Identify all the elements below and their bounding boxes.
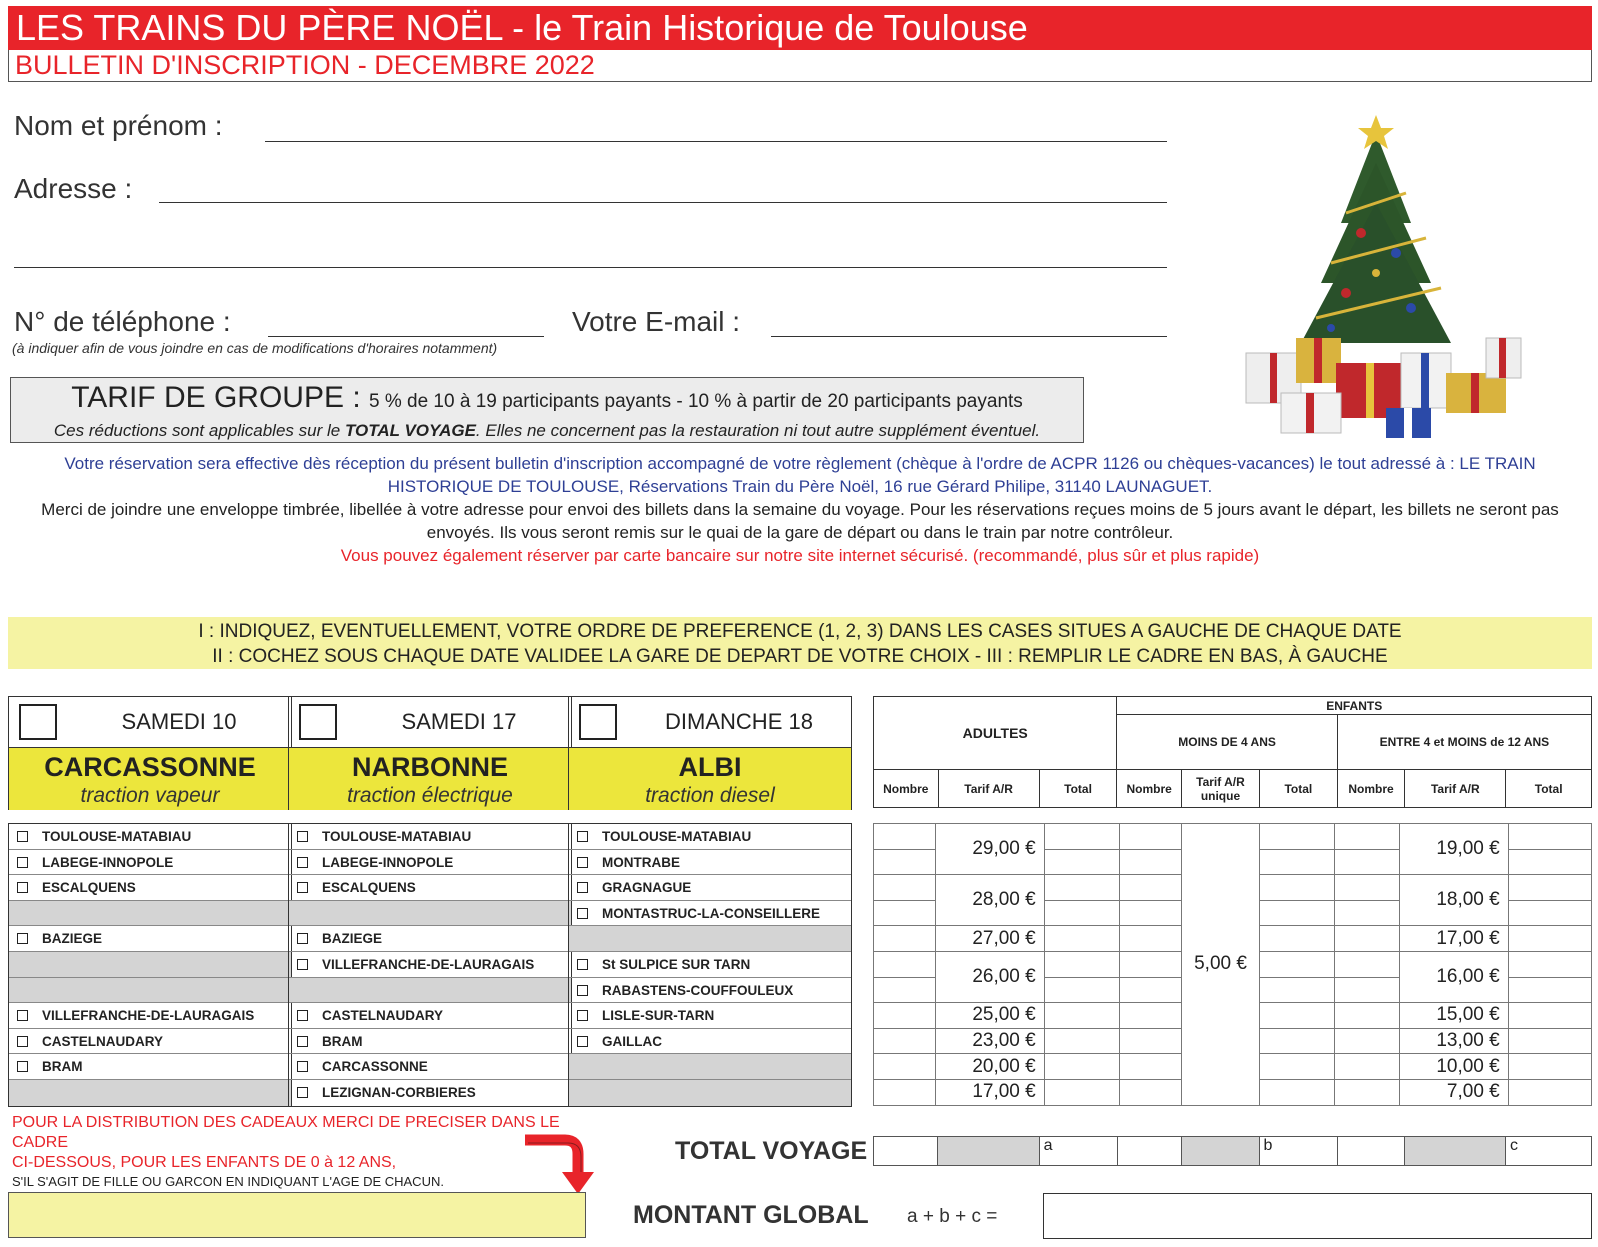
day-header-1: [8, 696, 292, 810]
child-total-cell[interactable]: [1508, 926, 1591, 952]
montant-global-field[interactable]: [1043, 1193, 1592, 1239]
station-empty: [9, 978, 291, 1004]
day-header-2: [288, 696, 572, 810]
station-name: BAZIEGE: [42, 931, 103, 947]
station-option[interactable]: [569, 901, 851, 927]
traction-type: traction vapeur: [80, 784, 220, 807]
station-name: VILLEFRANCHE-DE-LAURAGAIS: [322, 956, 535, 972]
address-field-line2[interactable]: [14, 267, 1167, 268]
adult-total-cell[interactable]: [1044, 1054, 1120, 1080]
checkbox-icon[interactable]: [17, 831, 28, 842]
under4-total-cell[interactable]: [1259, 900, 1335, 926]
adult-total-cell[interactable]: [1044, 926, 1120, 952]
traction-type: traction diesel: [645, 784, 775, 807]
station-name: LABEGE-INNOPOLE: [42, 854, 174, 870]
station-empty: [289, 978, 571, 1004]
checkbox-icon[interactable]: [297, 831, 308, 842]
total-spacer: [1404, 1137, 1506, 1166]
total-spacer: [938, 1137, 1040, 1166]
under4-count-cell[interactable]: [1120, 951, 1182, 977]
station-name: BRAM: [42, 1059, 83, 1075]
child-total-cell[interactable]: [1508, 951, 1591, 977]
adult-count-cell[interactable]: [874, 849, 936, 875]
station-list-3: [568, 823, 852, 1107]
phone-note: (à indiquer afin de vous joindre en cas de modifications d'horaires notamment): [12, 340, 498, 356]
station-option[interactable]: [289, 1003, 571, 1029]
total-c-label: c: [1510, 1137, 1519, 1154]
adult-total-cell[interactable]: [1044, 1028, 1120, 1054]
adult-price: 25,00 €: [936, 1003, 1045, 1029]
instructions-line-2: II : COCHEZ SOUS CHAQUE DATE VALIDEE LA GARE DE DEPART DE VOTRE CHOIX - III : REMPLIR LE CADRE EN BAS, À GAUCHE: [212, 646, 1388, 667]
station-option[interactable]: [289, 1054, 571, 1080]
group-rate-note-bold: TOTAL VOYAGE: [344, 421, 476, 440]
total-nombre-child[interactable]: [1337, 1137, 1404, 1166]
under4-count-cell[interactable]: [1120, 1003, 1182, 1029]
under4-header: MOINS DE 4 ANS: [1117, 715, 1337, 770]
info-paragraph-1: Votre réservation sera effective dès réception du présent bulletin d'inscription accompagné de votre règlement (chèque à l'ordre de ACPR 1126 ou chèques-vacances) le tout adressé à : LE TRAIN HISTORIQUE DE TOULOUSE, Réservations Train du Père Noël, 16 rue Gérard Philipe, 31140 LAUNAGUET.: [64, 454, 1536, 496]
station-name: CASTELNAUDARY: [42, 1033, 163, 1049]
station-option[interactable]: [289, 952, 571, 978]
station-empty: [9, 952, 291, 978]
child-count-cell[interactable]: [1335, 1003, 1400, 1029]
total-a-label: a: [1043, 1137, 1053, 1154]
checkbox-icon[interactable]: [17, 857, 28, 868]
checkbox-icon[interactable]: [577, 831, 588, 842]
child-count-cell[interactable]: [1335, 1079, 1400, 1105]
title-bar: [8, 6, 1592, 50]
station-option[interactable]: [569, 875, 851, 901]
station-empty: [569, 926, 851, 952]
under4-total-cell[interactable]: [1259, 1028, 1335, 1054]
under4-count-cell[interactable]: [1120, 1028, 1182, 1054]
checkbox-icon[interactable]: [297, 882, 308, 893]
station-option[interactable]: [569, 978, 851, 1004]
child-price: 15,00 €: [1400, 1003, 1509, 1029]
adult-price: 29,00 €: [936, 824, 1045, 875]
gift-note-line-3: S'IL S'AGIT DE FILLE OU GARCON EN INDIQUANT L'AGE DE CHACUN.: [12, 1174, 444, 1189]
instructions-banner: [8, 617, 1592, 669]
name-field[interactable]: [265, 141, 1167, 142]
gift-note-line-2: CI-DESSOUS, POUR LES ENFANTS DE 0 à 12 ANS,: [12, 1154, 397, 1171]
adult-total-cell[interactable]: [1044, 849, 1120, 875]
child-count-cell[interactable]: [1335, 977, 1400, 1003]
preference-order-box[interactable]: [299, 704, 337, 740]
group-rate-note: Ces réductions sont applicables sur le: [53, 421, 345, 440]
preference-order-box[interactable]: [19, 704, 57, 740]
page-subtitle: BULLETIN D'INSCRIPTION - DECEMBRE 2022: [15, 50, 595, 80]
montant-global-label: MONTANT GLOBAL: [633, 1201, 869, 1229]
checkbox-icon[interactable]: [577, 985, 588, 996]
child-count-cell[interactable]: [1335, 900, 1400, 926]
adult-price: 17,00 €: [936, 1079, 1045, 1105]
phone-field[interactable]: [268, 336, 544, 337]
total-nombre-under4[interactable]: [1117, 1137, 1181, 1166]
montant-formula: a + b + c =: [907, 1206, 998, 1227]
group-rate-text: 5 % de 10 à 19 participants payants - 10 % à partir de 20 participants payants: [369, 391, 1023, 412]
name-label: Nom et prénom :: [14, 110, 223, 141]
checkbox-icon[interactable]: [577, 908, 588, 919]
under4-total-cell[interactable]: [1259, 1054, 1335, 1080]
price-table-header: [873, 696, 1592, 808]
total-a-field[interactable]: [1039, 1137, 1117, 1166]
adult-price: 20,00 €: [936, 1054, 1045, 1080]
adult-count-cell[interactable]: [874, 875, 936, 901]
station-name: ESCALQUENS: [42, 880, 136, 896]
station-option[interactable]: [289, 1029, 571, 1055]
child-count-cell[interactable]: [1335, 1054, 1400, 1080]
child-total-cell[interactable]: [1508, 824, 1591, 850]
child-total-cell[interactable]: [1508, 1003, 1591, 1029]
station-option[interactable]: [9, 1003, 291, 1029]
under4-price: 5,00 €: [1182, 824, 1259, 1106]
station-name: TOULOUSE-MATABIAU: [602, 829, 752, 844]
child-price: 7,00 €: [1400, 1079, 1509, 1105]
checkbox-icon[interactable]: [577, 1036, 588, 1047]
col-tarif-child: Tarif A/R: [1405, 770, 1506, 808]
station-option[interactable]: [289, 850, 571, 876]
phone-label: N° de téléphone :: [14, 306, 231, 337]
child-total-cell[interactable]: [1508, 1054, 1591, 1080]
station-option[interactable]: [9, 850, 291, 876]
under4-count-cell[interactable]: [1120, 824, 1182, 850]
group-rate-heading: TARIF DE GROUPE :: [71, 381, 361, 414]
child-total-cell[interactable]: [1508, 875, 1591, 901]
total-c-field[interactable]: [1506, 1137, 1592, 1166]
child-count-cell[interactable]: [1335, 824, 1400, 850]
station-empty: [569, 1054, 851, 1080]
station-option[interactable]: [569, 850, 851, 876]
total-voyage-row: [873, 1136, 1592, 1166]
adult-total-cell[interactable]: [1044, 1079, 1120, 1105]
checkbox-icon[interactable]: [297, 1036, 308, 1047]
under4-total-cell[interactable]: [1259, 977, 1335, 1003]
checkbox-icon[interactable]: [577, 1010, 588, 1021]
station-option[interactable]: [569, 1003, 851, 1029]
checkbox-icon[interactable]: [297, 959, 308, 970]
day-date: DIMANCHE 18: [665, 709, 813, 734]
adult-price: 27,00 €: [936, 926, 1045, 952]
child-price: 16,00 €: [1400, 951, 1509, 1002]
station-name: LISLE-SUR-TARN: [602, 1008, 715, 1024]
under4-total-cell[interactable]: [1259, 926, 1335, 952]
children-header: ENFANTS: [1117, 697, 1592, 715]
child-total-cell[interactable]: [1508, 849, 1591, 875]
station-name: VILLEFRANCHE-DE-LAURAGAIS: [42, 1008, 255, 1024]
col-nombre-under4: Nombre: [1117, 770, 1182, 808]
station-option[interactable]: [289, 926, 571, 952]
gift-note-line-1: POUR LA DISTRIBUTION DES CADEAUX MERCI DE PRECISER DANS LE CADRE: [12, 1114, 560, 1151]
child-total-cell[interactable]: [1508, 977, 1591, 1003]
instructions-line-1: I : INDIQUEZ, EVENTUELLEMENT, VOTRE ORDRE DE PREFERENCE (1, 2, 3) DANS LES CASES SITUES A GAUCHE DE CHAQUE DATE: [198, 621, 1402, 642]
destination-city: NARBONNE: [351, 752, 508, 782]
station-name: RABASTENS-COUFFOULEUX: [602, 982, 794, 998]
col-total-under4: Total: [1260, 770, 1338, 808]
total-voyage-label: TOTAL VOYAGE: [675, 1137, 868, 1165]
col-total-adult: Total: [1039, 770, 1117, 808]
station-empty: [9, 1080, 291, 1106]
traction-type: traction électrique: [347, 784, 513, 807]
checkbox-icon[interactable]: [297, 1010, 308, 1021]
station-name: MONTASTRUC-LA-CONSEILLERE: [602, 905, 820, 921]
child-count-cell[interactable]: [1335, 951, 1400, 977]
adult-total-cell[interactable]: [1044, 951, 1120, 977]
station-name: CARCASSONNE: [322, 1059, 428, 1075]
under4-count-cell[interactable]: [1120, 1054, 1182, 1080]
email-label: Votre E-mail :: [572, 306, 741, 337]
col-nombre-child: Nombre: [1337, 770, 1404, 808]
adult-count-cell[interactable]: [874, 1003, 936, 1029]
station-option[interactable]: [289, 1080, 571, 1106]
total-b-field[interactable]: [1259, 1137, 1337, 1166]
adult-price: 28,00 €: [936, 875, 1045, 926]
under4-count-cell[interactable]: [1120, 875, 1182, 901]
station-name: St SULPICE SUR TARN: [602, 956, 751, 972]
adult-count-cell[interactable]: [874, 926, 936, 952]
checkbox-icon[interactable]: [297, 933, 308, 944]
station-name: GRAGNAGUE: [602, 880, 692, 896]
adult-count-cell[interactable]: [874, 951, 936, 977]
checkbox-icon[interactable]: [577, 882, 588, 893]
adult-count-cell[interactable]: [874, 1054, 936, 1080]
email-field[interactable]: [771, 336, 1167, 337]
under4-count-cell[interactable]: [1120, 1079, 1182, 1105]
child-count-cell[interactable]: [1335, 926, 1400, 952]
preference-order-box[interactable]: [579, 704, 617, 740]
station-name: ESCALQUENS: [322, 880, 416, 896]
station-option[interactable]: [9, 1054, 291, 1080]
day-date-row: [289, 697, 571, 748]
checkbox-icon[interactable]: [17, 933, 28, 944]
child-price: 17,00 €: [1400, 926, 1509, 952]
info-paragraph-2: Merci de joindre une enveloppe timbrée, libellée à votre adresse pour envoi des billets dans la semaine du voyage. Pour les réservations reçues moins de 5 jours avant le départ, les billets ne seront pas envoyés. Ils vous seront remis sur le quai de la gare de départ ou dans le train par notre contrôleur.: [41, 500, 1559, 542]
station-empty: [569, 1080, 851, 1106]
child-total-cell[interactable]: [1508, 900, 1591, 926]
adult-count-cell[interactable]: [874, 824, 936, 850]
total-nombre-adult[interactable]: [874, 1137, 938, 1166]
destination-city: CARCASSONNE: [44, 752, 256, 782]
child-count-cell[interactable]: [1335, 1028, 1400, 1054]
station-name: LEZIGNAN-CORBIERES: [322, 1084, 476, 1100]
adult-count-cell[interactable]: [874, 1079, 936, 1105]
col-tarif-under4: Tarif A/R unique: [1181, 770, 1259, 808]
child-price: 13,00 €: [1400, 1028, 1509, 1054]
child-price: 10,00 €: [1400, 1054, 1509, 1080]
arrow-down-icon: [520, 1130, 600, 1198]
total-spacer: [1181, 1137, 1259, 1166]
adult-count-cell[interactable]: [874, 900, 936, 926]
station-name: CASTELNAUDARY: [322, 1008, 443, 1024]
day-date: SAMEDI 17: [401, 709, 517, 734]
station-empty: [289, 901, 571, 927]
day-date: SAMEDI 10: [121, 709, 237, 734]
station-name: TOULOUSE-MATABIAU: [322, 829, 472, 844]
station-option[interactable]: [289, 875, 571, 901]
station-name: GAILLAC: [602, 1033, 662, 1049]
under4-total-cell[interactable]: [1259, 1079, 1335, 1105]
station-empty: [9, 901, 291, 927]
under4-total-cell[interactable]: [1259, 849, 1335, 875]
checkbox-icon[interactable]: [297, 1061, 308, 1072]
total-b-label: b: [1263, 1137, 1273, 1154]
address-label: Adresse :: [14, 173, 133, 204]
children-gift-field[interactable]: [8, 1192, 586, 1238]
day-header-3: [568, 696, 852, 810]
under4-count-cell[interactable]: [1120, 900, 1182, 926]
station-option[interactable]: [569, 952, 851, 978]
station-option[interactable]: [289, 824, 571, 850]
station-name: LABEGE-INNOPOLE: [322, 854, 454, 870]
under4-total-cell[interactable]: [1259, 951, 1335, 977]
adults-header: ADULTES: [874, 697, 1117, 770]
station-option[interactable]: [9, 1029, 291, 1055]
child-total-cell[interactable]: [1508, 1079, 1591, 1105]
checkbox-icon[interactable]: [297, 1087, 308, 1098]
checkbox-icon[interactable]: [17, 882, 28, 893]
adult-count-cell[interactable]: [874, 977, 936, 1003]
station-name: BAZIEGE: [322, 931, 383, 947]
group-rate-box: [10, 377, 1084, 443]
adult-total-cell[interactable]: [1044, 900, 1120, 926]
child-price: 18,00 €: [1400, 875, 1509, 926]
station-list-1: [8, 823, 292, 1107]
price-table: [873, 823, 1592, 1106]
adult-total-cell[interactable]: [1044, 824, 1120, 850]
adult-count-cell[interactable]: [874, 1028, 936, 1054]
under4-count-cell[interactable]: [1120, 977, 1182, 1003]
col-nombre-adult: Nombre: [874, 770, 939, 808]
destination: [569, 748, 851, 810]
price-row: [874, 824, 1592, 850]
day-date-row: [9, 697, 291, 748]
reservation-info: [12, 452, 1588, 567]
adult-total-cell[interactable]: [1044, 875, 1120, 901]
station-option[interactable]: [569, 824, 851, 850]
destination: [289, 748, 571, 810]
checkbox-icon[interactable]: [577, 857, 588, 868]
age4to12-header: ENTRE 4 et MOINS de 12 ANS: [1337, 715, 1591, 770]
station-name: MONTRABE: [602, 854, 680, 870]
under4-total-cell[interactable]: [1259, 875, 1335, 901]
child-count-cell[interactable]: [1335, 849, 1400, 875]
station-option[interactable]: [9, 875, 291, 901]
adult-total-cell[interactable]: [1044, 1003, 1120, 1029]
adult-price: 23,00 €: [936, 1028, 1045, 1054]
group-rate-note-end: . Elles ne concernent pas la restauration ni tout autre supplément éventuel.: [475, 421, 1041, 440]
station-name: TOULOUSE-MATABIAU: [42, 829, 192, 844]
station-name: BRAM: [322, 1033, 363, 1049]
checkbox-icon[interactable]: [17, 1010, 28, 1021]
adult-price: 26,00 €: [936, 951, 1045, 1002]
christmas-tree-image: [1236, 113, 1566, 443]
station-option[interactable]: [569, 1029, 851, 1055]
under4-count-cell[interactable]: [1120, 926, 1182, 952]
destination-city: ALBI: [678, 752, 742, 782]
address-field[interactable]: [159, 202, 1167, 203]
child-count-cell[interactable]: [1335, 875, 1400, 901]
station-list-2: [288, 823, 572, 1107]
destination: [9, 748, 291, 810]
under4-total-cell[interactable]: [1259, 824, 1335, 850]
checkbox-icon[interactable]: [297, 857, 308, 868]
adult-total-cell[interactable]: [1044, 977, 1120, 1003]
col-tarif-adult: Tarif A/R: [938, 770, 1039, 808]
child-total-cell[interactable]: [1508, 1028, 1591, 1054]
station-option[interactable]: [9, 926, 291, 952]
subtitle-bar: [8, 50, 1592, 82]
station-option[interactable]: [9, 824, 291, 850]
checkbox-icon[interactable]: [17, 1061, 28, 1072]
col-total-child: Total: [1506, 770, 1592, 808]
checkbox-icon[interactable]: [17, 1036, 28, 1047]
child-price: 19,00 €: [1400, 824, 1509, 875]
under4-count-cell[interactable]: [1120, 849, 1182, 875]
page-title: LES TRAINS DU PÈRE NOËL - le Train Historique de Toulouse: [16, 7, 1028, 48]
day-date-row: [569, 697, 851, 748]
under4-total-cell[interactable]: [1259, 1003, 1335, 1029]
info-paragraph-3: Vous pouvez également réserver par carte bancaire sur notre site internet sécurisé. (recommandé, plus sûr et plus rapide): [340, 546, 1260, 565]
checkbox-icon[interactable]: [577, 959, 588, 970]
